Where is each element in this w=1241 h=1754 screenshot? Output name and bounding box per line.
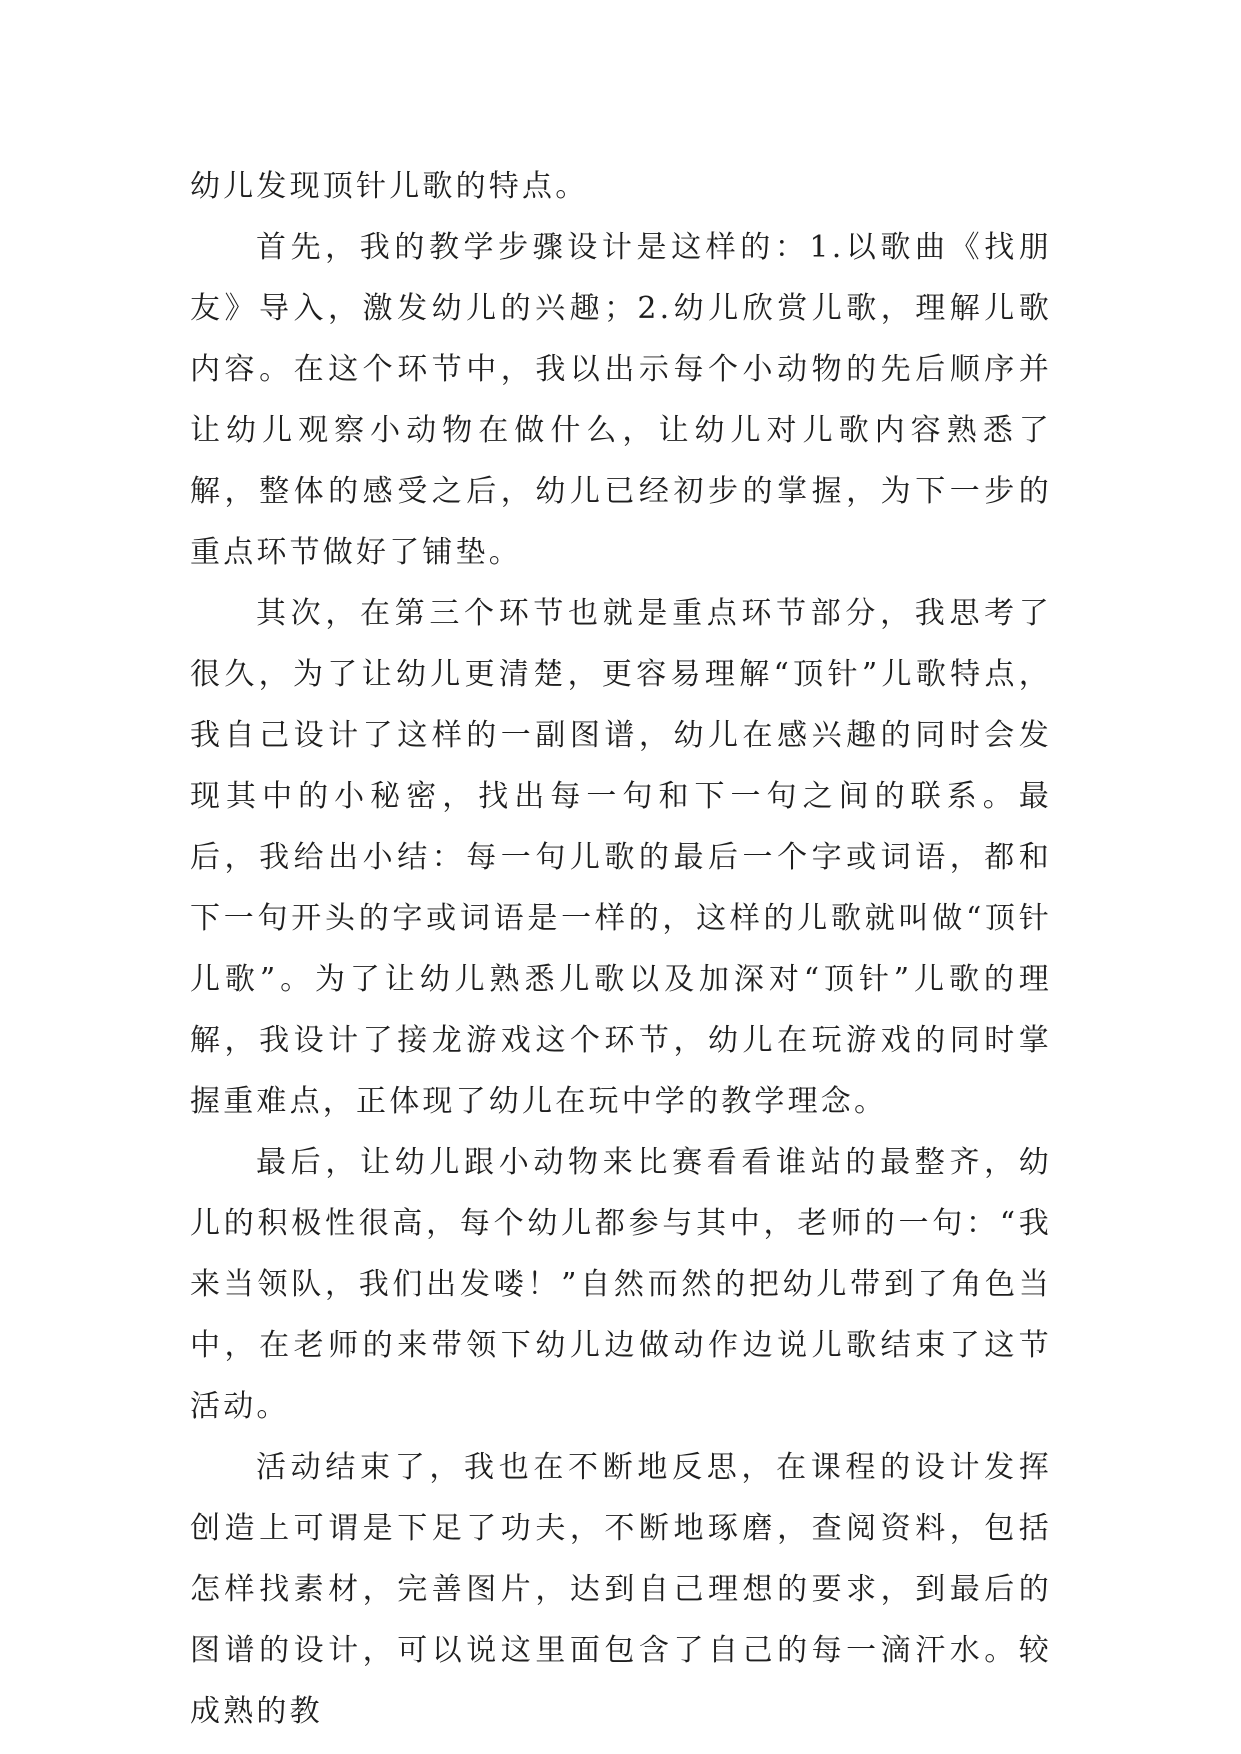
paragraph-reflection: 活动结束了，我也在不断地反思，在课程的设计发挥创造上可谓是下足了功夫，不断地琢磨，查阅资料，包括怎样找素材，完善图片，达到自己理想的要求，到最后的图谱的设计，可以说这里面包含了自己的每一滴汗水。较成熟的教 bbox=[190, 1450, 1052, 1729]
paragraph-key-section: 其次，在第三个环节也就是重点环节部分，我思考了很久，为了让幼儿更清楚，更容易理解“顶针”儿歌特点，我自己设计了这样的一副图谱，幼儿在感兴趣的同时会发现其中的小秘密，找出每一句和下一句之间的联系。最后，我给出小结：每一句儿歌的最后一个字或词语，都和下一句开头的字或词语是一样的，这样的儿歌就叫做“顶针儿歌”。为了让幼儿熟悉儿歌以及加深对“顶针”儿歌的理解，我设计了接龙游戏这个环节，幼儿在玩游戏的同时掌握重难点，正体现了幼儿在玩中学的教学理念。 bbox=[190, 596, 1052, 1119]
paragraph-teaching-steps: 首先，我的教学步骤设计是这样的：1.以歌曲《找朋友》导入，激发幼儿的兴趣；2.幼儿欣赏儿歌，理解儿歌内容。在这个环节中，我以出示每个小动物的先后顺序并让幼儿观察小动物在做什么，让幼儿对儿歌内容熟悉了解，整体的感受之后，幼儿已经初步的掌握，为下一步的重点环节做好了铺垫。 bbox=[190, 230, 1052, 570]
document-body bbox=[190, 156, 1052, 1742]
paragraph-closing-activity: 最后，让幼儿跟小动物来比赛看看谁站的最整齐，幼儿的积极性很高，每个幼儿都参与其中，老师的一句：“我来当领队，我们出发喽！”自然而然的把幼儿带到了角色当中，在老师的来带领下幼儿边做动作边说儿歌结束了这节活动。 bbox=[190, 1145, 1052, 1424]
paragraph-continuation: 幼儿发现顶针儿歌的特点。 bbox=[190, 169, 589, 204]
